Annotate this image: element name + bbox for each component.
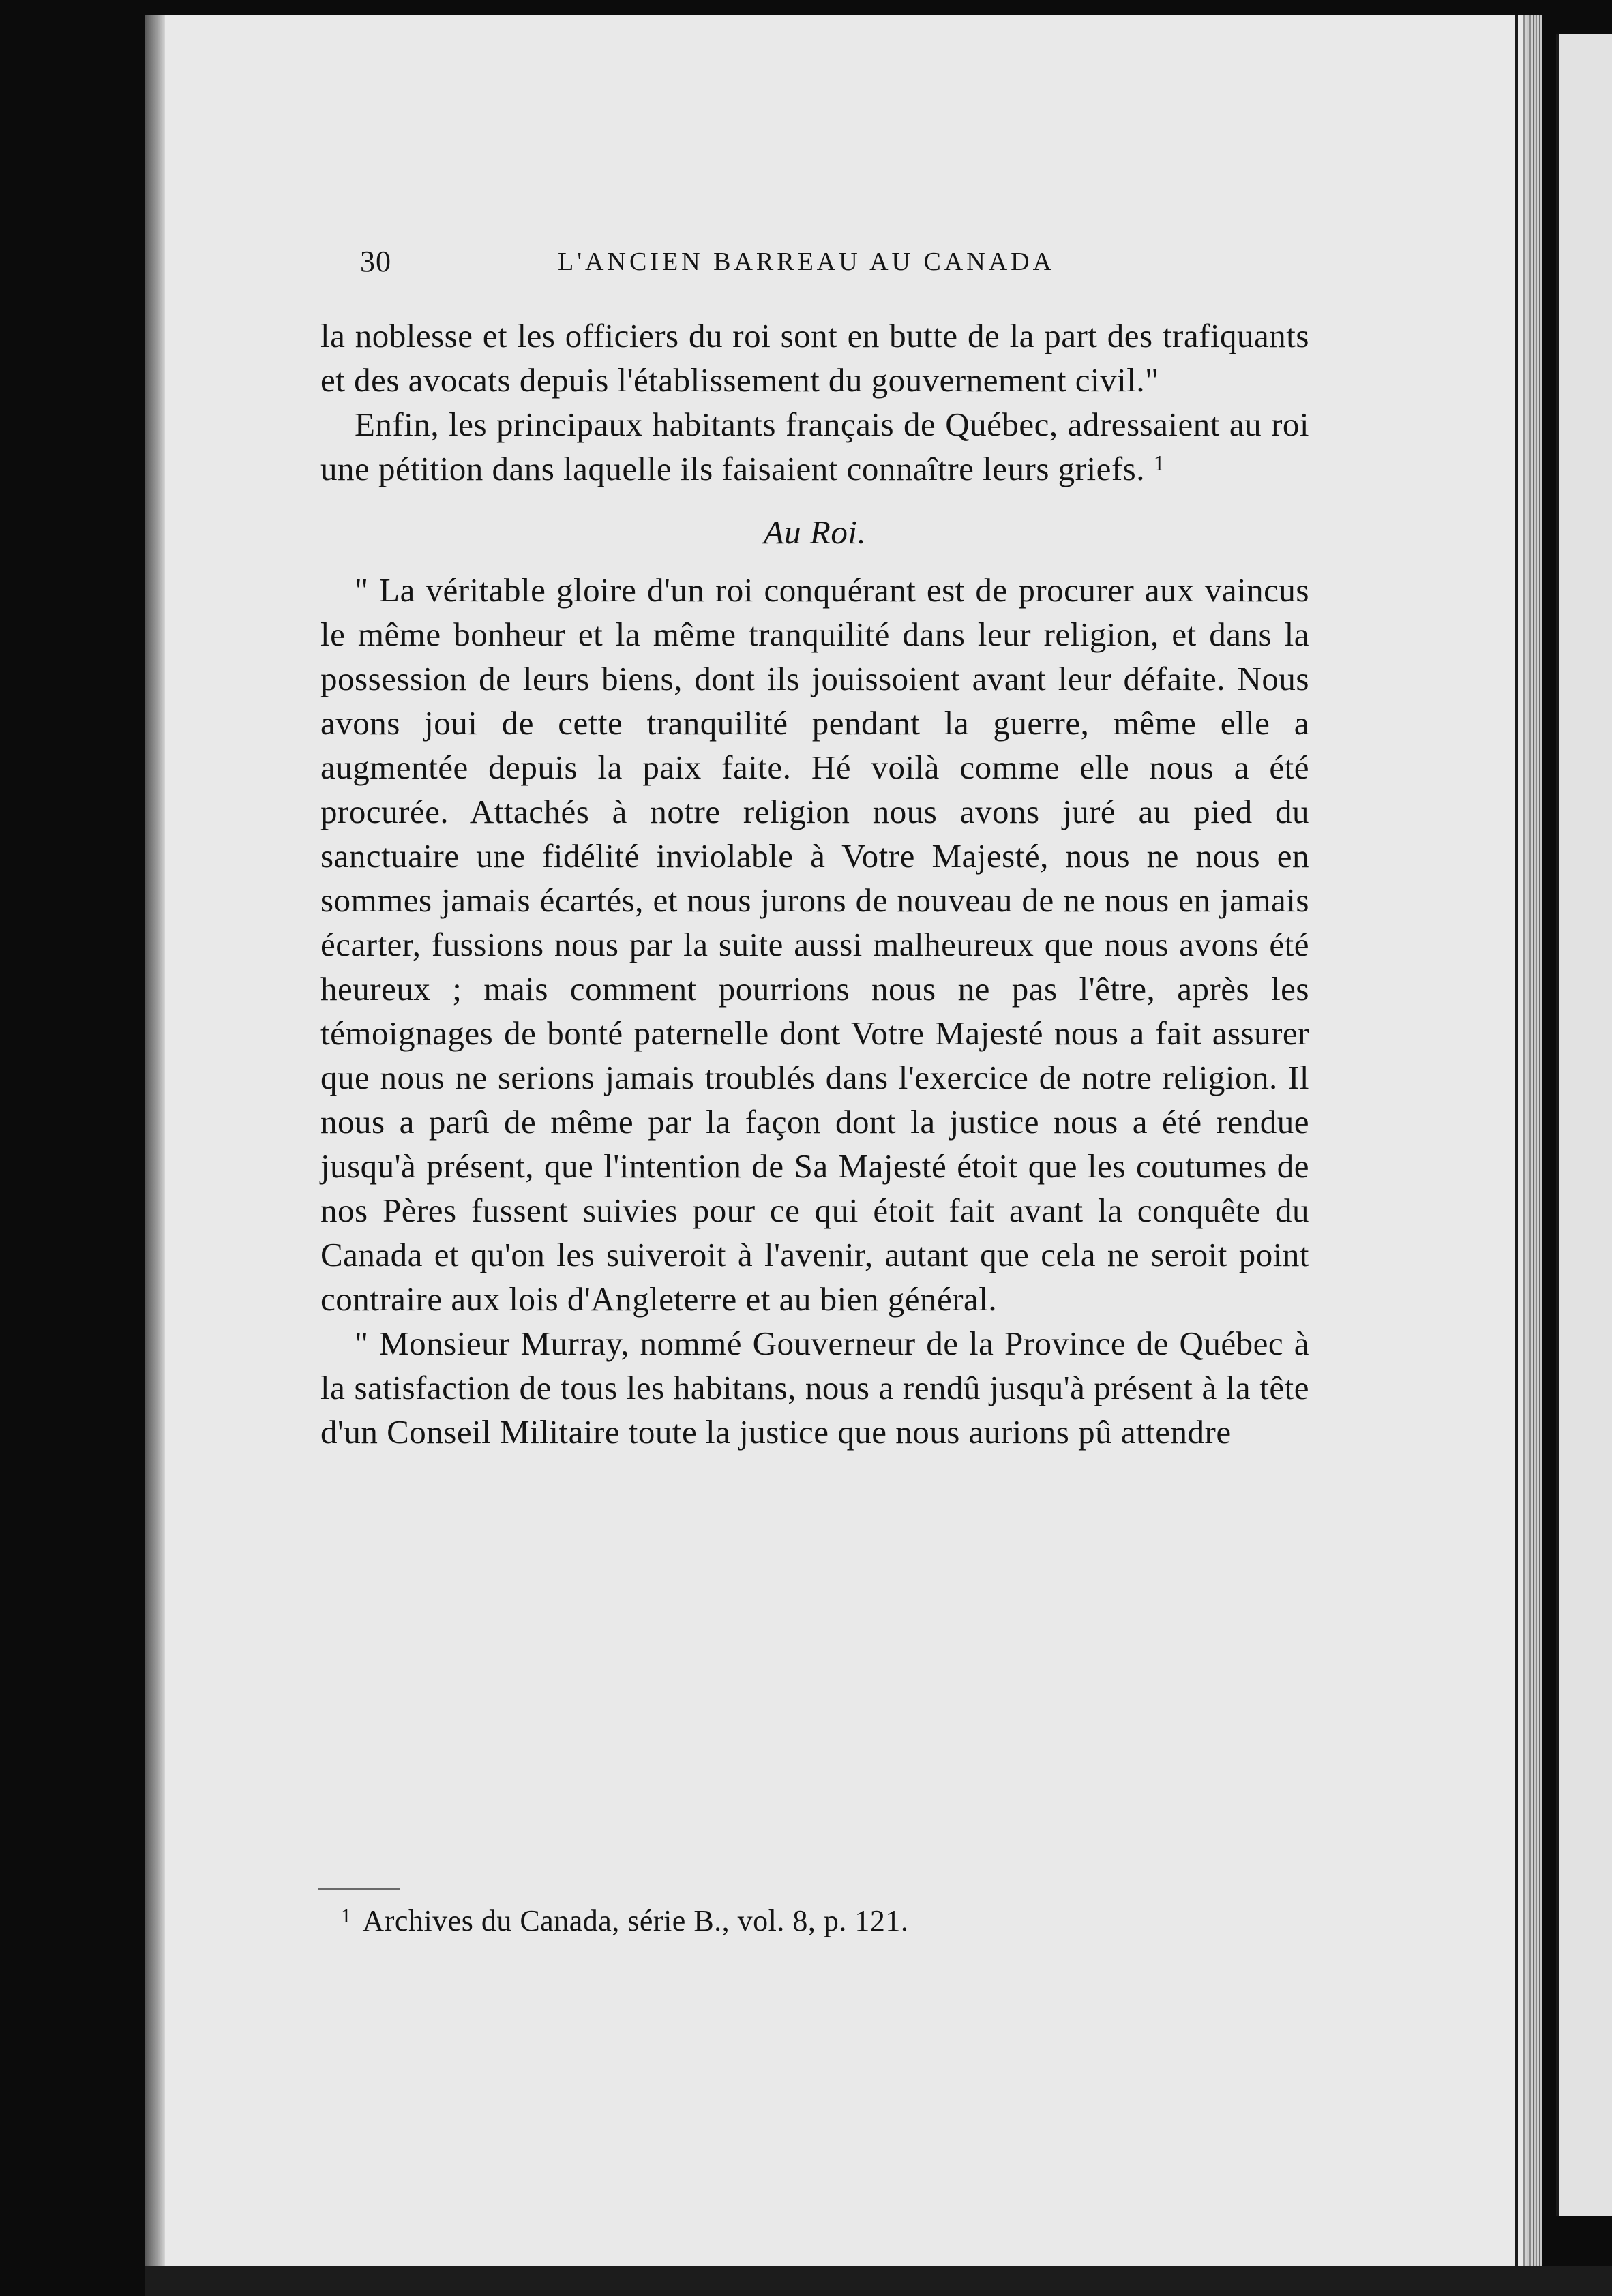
paragraph-petition-intro [320, 402, 1309, 491]
body-text [320, 314, 1309, 1454]
page-edges [1523, 15, 1542, 2266]
adjacent-page-edge [1556, 34, 1559, 2216]
paragraph-continuation: la noblesse et les officiers du roi sont en butte de la part des trafiquants et des avocats depuis l'établissement du gouvernement civil." [320, 317, 1309, 399]
scanner-edge [145, 2266, 1612, 2296]
paragraph-petition-1: " La véritable gloire d'un roi conquérant est de procurer aux vaincus le même bonheur et la même tranquilité dans leur religion, et dans la possession de leurs biens, dont ils jouissoient avant leur défaite. Nous avons joui de cette tranquilité pendant la guerre, même elle a augmentée depuis la paix faite. Hé voilà comme elle nous a été procurée. Attachés à notre religion nous avons juré au pied du sanctuaire une fidélité inviolable à Votre Majesté, nous ne nous en sommes jamais écartés, et nous jurons de nouveau de ne nous en jamais écarter, fussions nous par la suite aussi malheureux que nous avons été heureux ; mais comment pourrions nous ne pas l'être, après les témoignages de bonté paternelle dont Votre Majesté nous a fait assurer que nous ne serions jamais troublés dans l'exercice de notre religion. Il nous a parû de même par la façon dont la justice nous a été rendue jusqu'à présent, que l'intention de Sa Majesté étoit que les coutumes de nos Pères fussent suivies pour ce qui étoit fait avant la conquête du Canada et qu'on les suiveroit à l'avenir, autant que cela ne seroit point contraire aux lois d'Angleterre et au bien général. [320, 571, 1309, 1318]
gutter-line [1515, 15, 1518, 2266]
running-title: L'ANCIEN BARREAU AU CANADA [558, 247, 1056, 276]
footnote-reference: 1 [1153, 451, 1165, 475]
paragraph-petition-intro-text: Enfin, les principaux habitants français de Québec, adressaient au roi une pétition dans laquelle ils faisaient connaître leurs griefs. [320, 406, 1309, 487]
footnote-rule [318, 1888, 400, 1890]
footnote-text: Archives du Canada, série B., vol. 8, p. 121. [362, 1904, 909, 1937]
paragraph-petition-2: " Monsieur Murray, nommé Gouverneur de la Province de Québec à la satisfaction de tous les habitans, nous a rendû jusqu'à présent à la tête d'un Conseil Militaire toute la justice que nous aurions pû attendre [320, 1325, 1309, 1451]
footnote [341, 1903, 1296, 1938]
page-shadow [145, 15, 165, 2266]
adjacent-page [1556, 34, 1612, 2216]
section-heading: Au Roi. [763, 513, 867, 551]
footnote-mark: 1 [341, 1905, 352, 1927]
page-number: 30 [360, 245, 391, 278]
